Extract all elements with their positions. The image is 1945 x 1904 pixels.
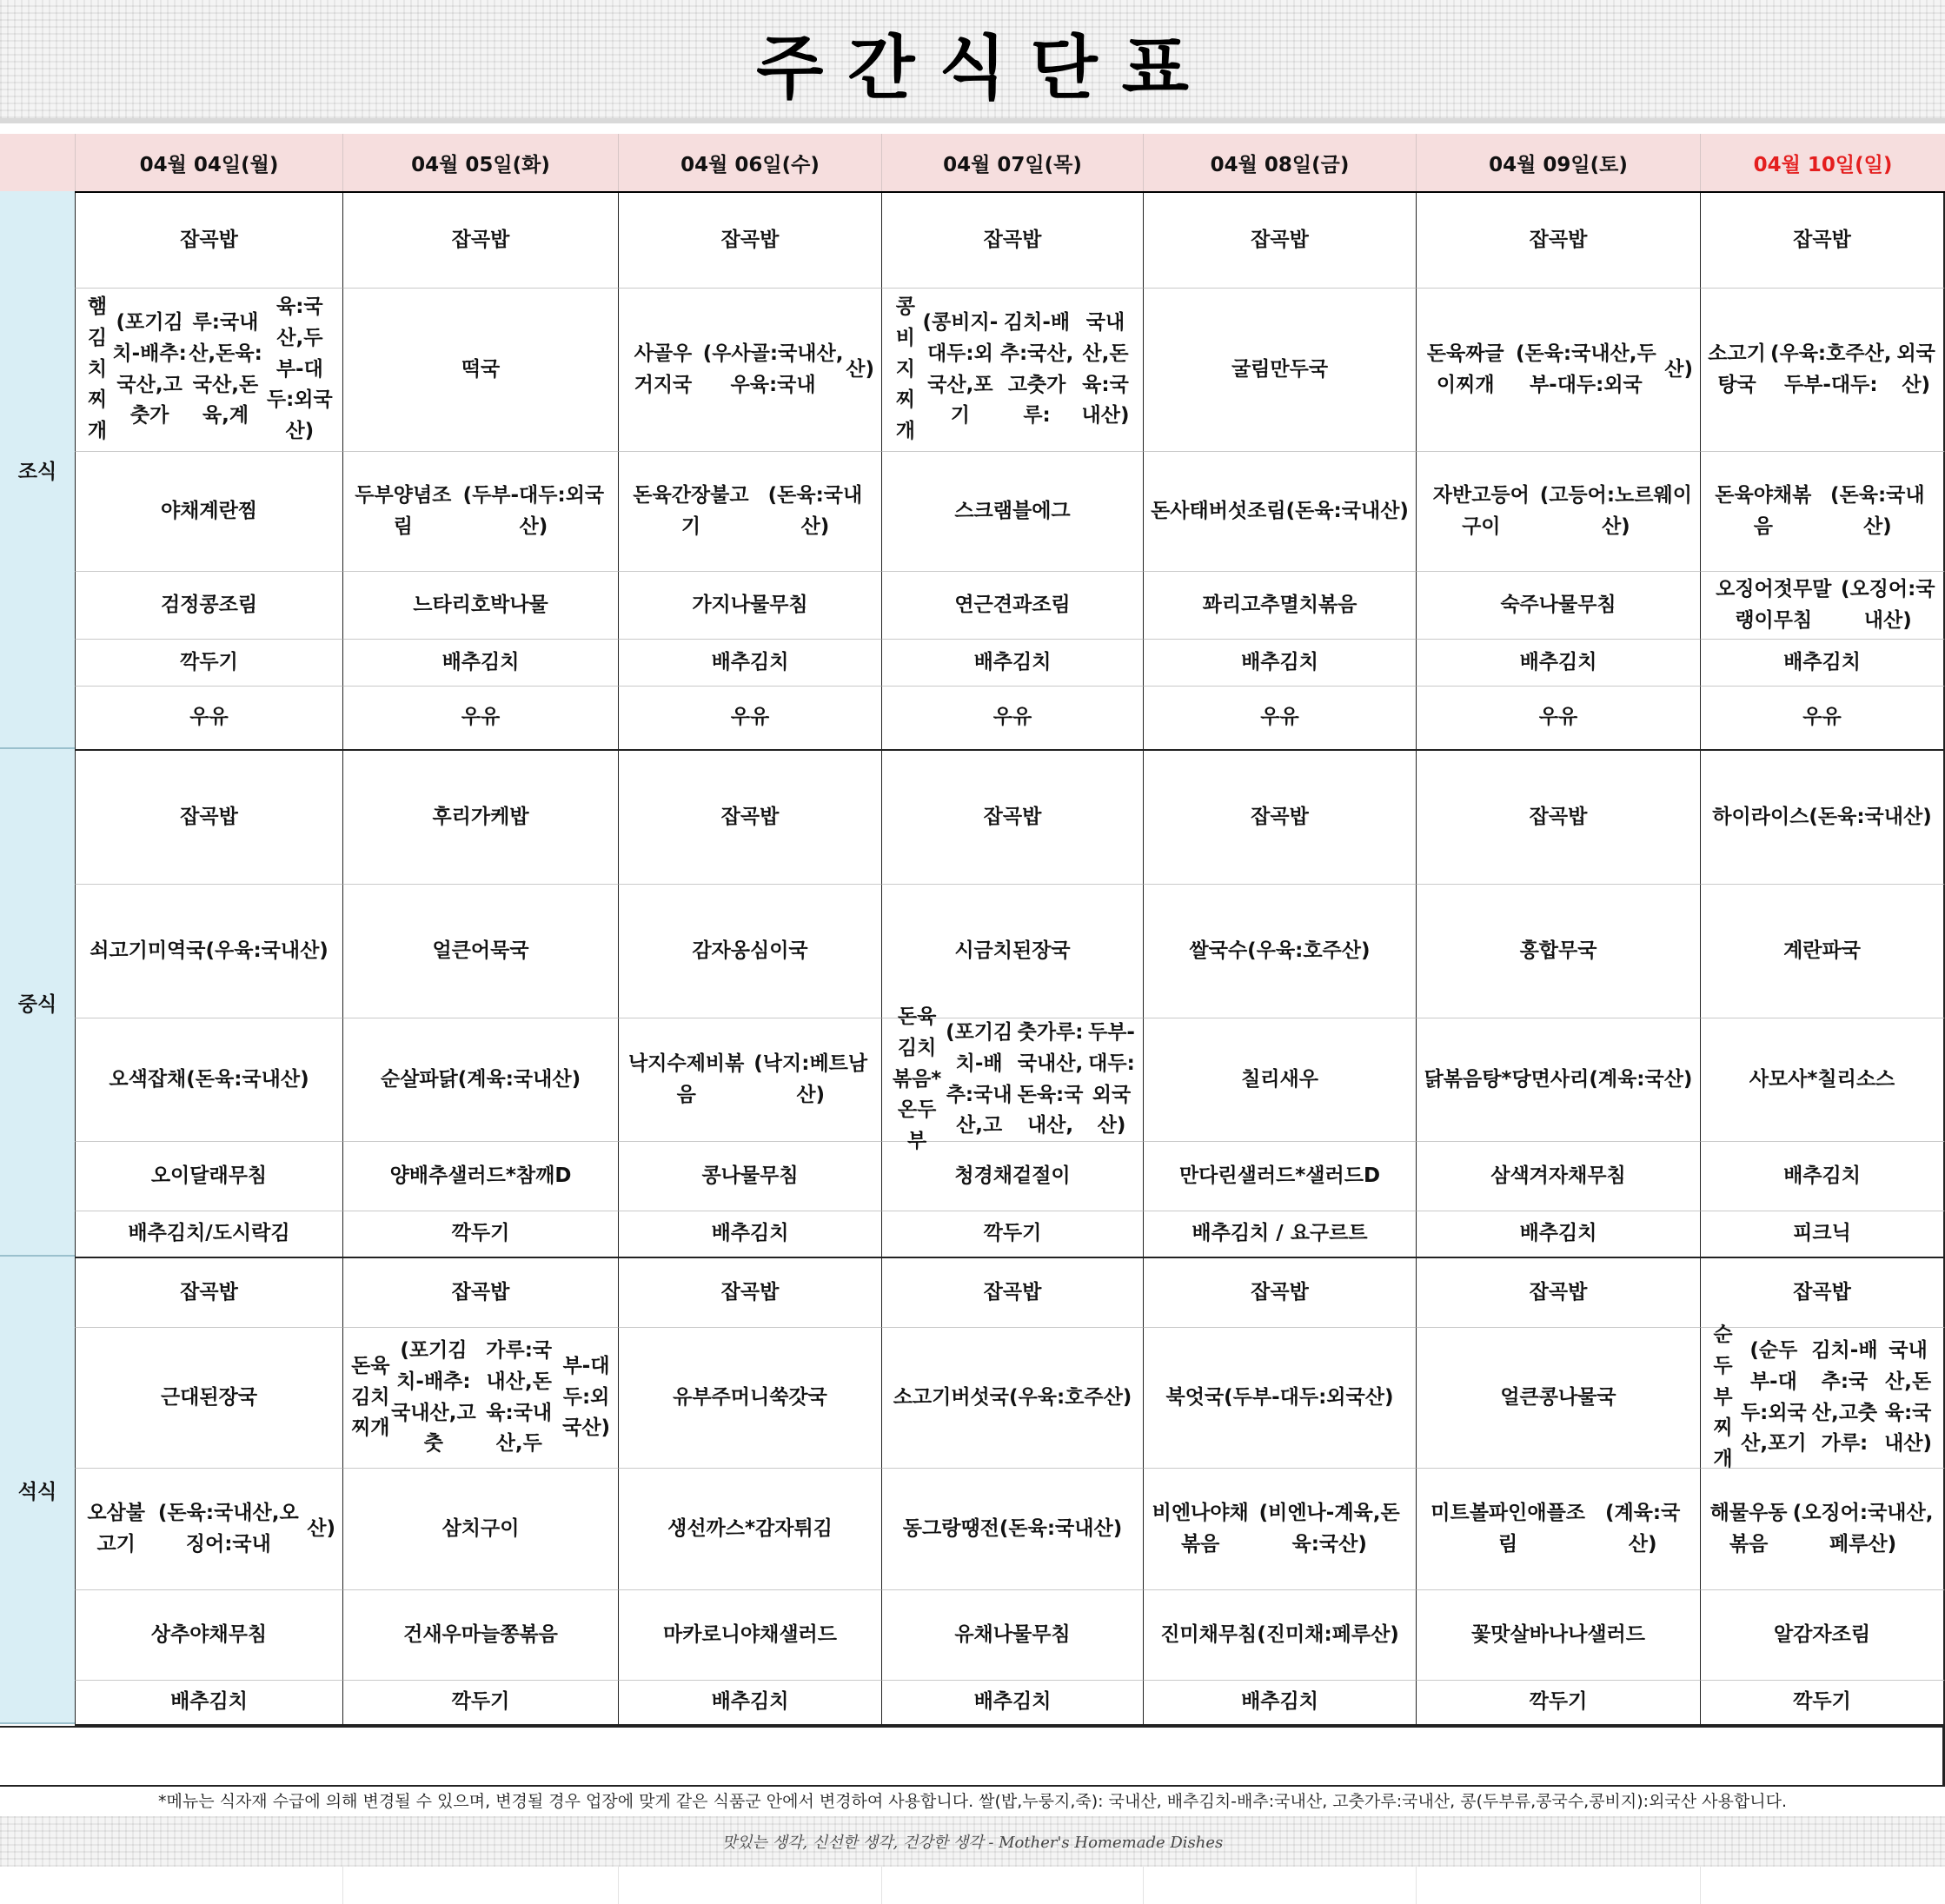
menu-cell: [75, 687, 342, 751]
menu-item-line: 사모사*칠리소스: [1749, 1067, 1895, 1091]
menu-cell: [618, 1681, 881, 1726]
menu-cell: [75, 1469, 342, 1590]
menu-item-line: 깍두기: [451, 1690, 510, 1714]
menu-item-line: 잡곡밥: [1251, 228, 1309, 251]
menu-item-line: 돈육김치찌개: [351, 1355, 390, 1440]
menu-item-line: 하이라이스: [1712, 805, 1809, 828]
date-header-row: [0, 134, 1945, 193]
menu-item-line: 잡곡밥: [180, 228, 238, 251]
menu-cell: [618, 1328, 881, 1469]
menu-cell: [881, 193, 1143, 289]
menu-item-line: (오징어:국내산,페루산): [1792, 1501, 1934, 1556]
menu-item-line: 알감자조림: [1773, 1622, 1871, 1646]
menu-item-line: (계육:국산): [1604, 1501, 1681, 1556]
menu-item-line: 오삼불고기: [87, 1501, 145, 1556]
menu-item-line: 잡곡밥: [720, 805, 780, 828]
menu-cell: [1416, 1469, 1700, 1590]
menu-item-line: 잡곡밥: [1529, 1280, 1588, 1304]
menu-item-line: 검정콩조림: [160, 593, 258, 616]
menu-item-line: 순살파닭: [380, 1067, 458, 1091]
menu-cell: [618, 1258, 881, 1328]
menu-item-line: 삼치구이: [441, 1516, 520, 1540]
menu-item-line: 떡국: [461, 357, 501, 381]
menu-cell: [342, 193, 618, 289]
menu-cell: [1416, 1681, 1700, 1726]
menu-item-line: 우유: [1802, 706, 1842, 729]
menu-cell: [1700, 1469, 1945, 1590]
menu-cell: [618, 1211, 881, 1258]
footer-divider: [1143, 1867, 1144, 1904]
menu-item-line: 잡곡밥: [1793, 1280, 1851, 1304]
menu-item-line: 순두부찌개: [1713, 1324, 1733, 1470]
menu-item-line: (진미채:페루산): [1257, 1622, 1399, 1646]
menu-cell: [1416, 572, 1700, 640]
menu-cell: [75, 751, 342, 885]
menu-cell: [75, 289, 342, 452]
date-header-3: 04월 06일(수): [618, 134, 881, 191]
menu-item-line: 배추김치: [711, 1690, 789, 1714]
menu-item-line: (포기김치-배추:국산,고춧가: [112, 311, 187, 428]
menu-item-line: 우유: [992, 706, 1032, 729]
menu-item-line: (돈육:국내산): [1809, 805, 1932, 828]
meal-label-3: 석식: [0, 1257, 75, 1724]
menu-cell: [881, 1005, 1143, 1152]
date-header-1: 04월 04일(월): [75, 134, 342, 191]
page-title: 주 간 식 단 표: [756, 27, 1189, 109]
menu-item-line: (순두부-대두:외국산,포기: [1740, 1339, 1807, 1456]
menu-cell: [1143, 193, 1416, 289]
menu-item-line: 돈육짜글이찌개: [1426, 342, 1504, 396]
menu-item-line: (포기김치-배추:국내산,고춧: [391, 1339, 476, 1456]
menu-item-line: 배추김치: [973, 650, 1052, 673]
menu-item-line: 잡곡밥: [1529, 805, 1588, 828]
menu-cell: [1700, 572, 1945, 640]
menu-item-line: 우유: [1260, 706, 1299, 729]
menu-item-line: 생선까스*감자튀김: [667, 1516, 833, 1540]
menu-item-line: (돈육:국내산): [186, 1067, 309, 1091]
menu-cell: [1143, 751, 1416, 885]
menu-cell: [342, 751, 618, 885]
menu-item-line: 마카로니야채샐러드: [663, 1622, 837, 1646]
menu-item-line: 루:국내산,돈육:국산,돈육,계: [189, 311, 262, 428]
menu-item-line: 산): [307, 1516, 335, 1540]
menu-item-line: (포기김치-배추:국내산,고: [946, 1021, 1013, 1138]
menu-cell: [342, 572, 618, 640]
slogan: 맛있는 생각, 신선한 생각, 건강한 생각 - Mother's Homemade Dishes: [721, 1834, 1224, 1852]
menu-item-line: 쇠고기미역국: [90, 939, 206, 962]
date-header-7: 04월 10일(일): [1700, 134, 1945, 191]
menu-cell: [75, 1328, 342, 1469]
menu-item-line: (우사골:국내산,우육:국내: [702, 342, 844, 396]
menu-cell: [75, 1590, 342, 1681]
menu-item-line: 산): [1664, 357, 1693, 381]
menu-cell: [881, 572, 1143, 640]
menu-cell: [881, 1590, 1143, 1681]
menu-item-line: 비엔나야채볶음: [1152, 1501, 1249, 1556]
menu-cell: [1143, 885, 1416, 1018]
menu-item-line: (돈육:국내산): [999, 1516, 1123, 1540]
menu-item-line: 춧가루:국내산,돈육:국내산,: [1017, 1021, 1084, 1138]
menu-cell: [75, 193, 342, 289]
menu-cell: [1700, 1590, 1945, 1681]
menu-item-line: 낙지수제비볶음: [628, 1052, 745, 1106]
page-title-wrap: [0, 0, 1945, 123]
menu-cell: [342, 1142, 618, 1211]
menu-item-line: 배추김치: [1783, 1164, 1861, 1187]
menu-item-line: 잡곡밥: [1793, 228, 1851, 251]
menu-cell: [881, 1328, 1143, 1469]
menu-item-line: (고등어:노르웨이산): [1539, 483, 1692, 538]
menu-cell: [1700, 289, 1945, 452]
menu-cell: [1143, 1469, 1416, 1590]
menu-cell: [1700, 687, 1945, 751]
menu-item-line: (두부-대두:외국산): [1224, 1385, 1394, 1409]
menu-cell: [75, 1018, 342, 1142]
menu-item-line: 건새우마늘쫑볶음: [403, 1622, 558, 1646]
menu-cell: [618, 751, 881, 885]
menu-cell: [75, 640, 342, 687]
menu-item-line: 미트볼파인애플조림: [1431, 1501, 1586, 1556]
menu-cell: [1143, 687, 1416, 751]
menu-item-line: 해물우동볶음: [1709, 1501, 1788, 1556]
menu-item-line: 후리가케밥: [432, 805, 529, 828]
menu-item-line: 육:국산,두부-대두:외국산): [266, 295, 333, 442]
menu-cell: [75, 572, 342, 640]
menu-item-line: 깍두기: [983, 1222, 1042, 1245]
menu-cell: [1416, 751, 1700, 885]
menu-item-line: 닭볶음탕*당면사리: [1424, 1067, 1590, 1091]
menu-item-line: 잡곡밥: [1529, 228, 1588, 251]
menu-cell: [342, 640, 618, 687]
menu-cell: [75, 452, 342, 572]
blank-notes-row: [0, 1726, 1945, 1787]
menu-cell: [1700, 1324, 1945, 1470]
menu-item-line: 깍두기: [1793, 1690, 1851, 1714]
meal-label-2: 중식: [0, 749, 75, 1257]
menu-cell: [1143, 1142, 1416, 1211]
menu-item-line: 잡곡밥: [720, 228, 780, 251]
meal-label-1: 조식: [0, 191, 75, 749]
menu-cell: [881, 751, 1143, 885]
menu-item-line: 깍두기: [1529, 1690, 1588, 1714]
menu-cell: [1700, 751, 1945, 885]
menu-item-line: 국내산,돈육:국내산): [1081, 311, 1130, 428]
menu-item-line: 콩비지찌개: [895, 295, 915, 442]
menu-item-line: 숙주나물무침: [1500, 593, 1616, 616]
menu-item-line: 우유: [730, 706, 770, 729]
footer-band: [0, 1816, 1945, 1867]
menu-cell: [1700, 1258, 1945, 1328]
menu-item-line: 느타리호박나물: [413, 593, 548, 616]
menu-cell: [881, 640, 1143, 687]
menu-item-line: 우유: [461, 706, 501, 729]
menu-item-line: 유채나물무침: [954, 1622, 1071, 1646]
menu-item-line: 두부양념조림: [355, 483, 452, 538]
menu-cell: [342, 289, 618, 452]
menu-item-line: 꽃맛살바나나샐러드: [1471, 1622, 1645, 1646]
menu-cell: [618, 572, 881, 640]
menu-item-line: 상추야채무침: [150, 1622, 268, 1646]
menu-item-line: 삼색겨자채무침: [1490, 1164, 1626, 1187]
menu-item-line: (우육:호주산): [1009, 1385, 1132, 1409]
menu-cell: [342, 1211, 618, 1258]
menu-cell: [881, 289, 1143, 452]
menu-item-line: 사골우거지국: [634, 342, 693, 396]
menu-cell: [1416, 193, 1700, 289]
menu-cell: [1700, 1142, 1945, 1211]
menu-cell: [1416, 452, 1700, 572]
menu-item-line: 김치-배추:국산,고춧가루:: [1811, 1339, 1878, 1456]
menu-cell: [1143, 452, 1416, 572]
menu-cell: [1143, 1018, 1416, 1142]
menu-cell: [1700, 885, 1945, 1018]
menu-item-line: (비엔나-계육,돈육:국산): [1258, 1501, 1400, 1556]
menu-item-line: 칠리새우: [1241, 1067, 1318, 1091]
menu-cell: [881, 1142, 1143, 1211]
menu-cell: [618, 885, 881, 1018]
menu-cell: [1416, 1018, 1700, 1142]
menu-cell: [1416, 289, 1700, 452]
menu-item-line: 홍합무국: [1519, 939, 1597, 962]
menu-item-line: 두부-대두:외국산): [1088, 1021, 1135, 1138]
menu-item-line: 배추김치 / 요구르트: [1192, 1222, 1368, 1245]
menu-cell: [618, 1142, 881, 1211]
menu-item-line: 배추김치: [1519, 1222, 1597, 1245]
menu-item-line: 잡곡밥: [1251, 1280, 1309, 1304]
menu-cell: [881, 1211, 1143, 1258]
menu-cell: [618, 193, 881, 289]
menu-item-line: (계육:국산): [1589, 1067, 1693, 1091]
menu-item-line: 시금치된장국: [954, 939, 1071, 962]
menu-cell: [618, 1469, 881, 1590]
menu-item-line: 배추김치/도시락김: [128, 1222, 290, 1245]
menu-item-line: (낙지:베트남산): [753, 1052, 868, 1106]
menu-item-line: 잡곡밥: [983, 805, 1042, 828]
menu-item-line: 피크닉: [1793, 1222, 1851, 1245]
menu-cell: [1143, 640, 1416, 687]
menu-item-line: 배추김치: [711, 1222, 789, 1245]
menu-item-line: 우유: [189, 706, 229, 729]
menu-item-line: 돈육야채볶음: [1715, 483, 1812, 538]
menu-cell: [1416, 1211, 1700, 1258]
menu-cell: [1143, 1328, 1416, 1469]
menu-cell: [1700, 193, 1945, 289]
menu-cell: [1700, 1018, 1945, 1142]
menu-item-line: 잡곡밥: [180, 1280, 238, 1304]
date-header-6: 04월 09일(토): [1416, 134, 1700, 191]
menu-cell: [881, 885, 1143, 1018]
menu-item-line: 굴림만두국: [1231, 357, 1329, 381]
footer-divider: [1416, 1867, 1417, 1904]
menu-item-line: 깍두기: [451, 1222, 510, 1245]
menu-item-line: 돈사태버섯조림: [1151, 499, 1286, 522]
menu-cell: [1416, 1590, 1700, 1681]
menu-item-line: (계육:국내산): [457, 1067, 581, 1091]
menu-cell: [342, 452, 618, 572]
menu-item-line: 배추김치: [973, 1690, 1052, 1714]
menu-item-line: 쌀국수: [1189, 939, 1248, 962]
menu-cell: [881, 1258, 1143, 1328]
footer-divider: [618, 1867, 619, 1904]
footer-divider: [1700, 1867, 1701, 1904]
menu-cell: [342, 885, 618, 1018]
menu-item-line: 잡곡밥: [180, 805, 238, 828]
menu-cell: [75, 1142, 342, 1211]
menu-item-line: 배추김치: [1519, 650, 1597, 673]
menu-cell: [618, 1590, 881, 1681]
menu-cell: [1416, 1328, 1700, 1469]
menu-cell: [342, 1328, 618, 1469]
menu-cell: [1416, 1142, 1700, 1211]
menu-cell: [1143, 289, 1416, 452]
menu-item-line: 배추김치: [1241, 650, 1318, 673]
menu-cell: [75, 885, 342, 1018]
menu-item-line: 자반고등어구이: [1432, 483, 1530, 538]
menu-item-line: 오징어젓무말랭이무침: [1716, 577, 1832, 632]
menu-cell: [342, 687, 618, 751]
menu-item-line: 스크램블에그: [954, 499, 1071, 522]
menu-cell: [618, 640, 881, 687]
menu-item-line: 산): [846, 357, 874, 381]
menu-item-line: 배추김치: [711, 650, 789, 673]
menu-item-line: 얼큰어묵국: [432, 939, 529, 962]
menu-cell: [618, 687, 881, 751]
menu-item-line: 돈육간장불고기: [633, 483, 749, 538]
menu-item-line: 김치-배추:국산,고춧가루:: [999, 311, 1074, 428]
menu-item-line: (오징어:국내산): [1840, 577, 1935, 632]
menu-cell: [342, 1258, 618, 1328]
menu-item-line: (우육:호주산): [1247, 939, 1371, 962]
menu-item-line: 연근견과조림: [954, 593, 1071, 616]
menu-item-line: 가루:국내산,돈육:국내산,두: [486, 1339, 553, 1456]
menu-item-line: 부-대두:외국산): [562, 1355, 611, 1440]
footnote: *메뉴는 식자재 수급에 의해 변경될 수 있으며, 변경될 경우 업장에 맞게 같은 식품군 안에서 변경하여 사용합니다. 쌀(밥,누룽지,죽): 국내산, 배추김치-배추:국내산, 고춧가루:국내산, 콩(두부류,콩국수,콩비지):외국산 사용합니다.: [158, 1792, 1787, 1811]
menu-cell: [1700, 1211, 1945, 1258]
menu-cell: [1143, 1258, 1416, 1328]
menu-grid: [75, 191, 1945, 1726]
menu-cell: [1700, 640, 1945, 687]
menu-cell: [1416, 885, 1700, 1018]
menu-item-line: 국내산,돈육:국내산): [1884, 1339, 1933, 1456]
menu-item-line: (콩비지-대두:외국산,포기: [922, 311, 999, 428]
menu-item-line: (우육:호주산,두부-대두:: [1769, 342, 1892, 396]
menu-cell: [342, 1590, 618, 1681]
menu-cell: [1700, 452, 1945, 572]
menu-cell: [1143, 1211, 1416, 1258]
menu-cell: [1416, 1258, 1700, 1328]
menu-cell: [881, 1681, 1143, 1726]
footer-divider: [881, 1867, 882, 1904]
menu-item-line: 우유: [1538, 706, 1578, 729]
menu-item-line: 배추김치: [1783, 650, 1861, 673]
menu-item-line: (돈육:국내산,두부-대두:외국: [1515, 342, 1656, 396]
menu-cell: [618, 289, 881, 452]
menu-item-line: (돈육:국내산): [1285, 499, 1409, 522]
menu-cell: [881, 687, 1143, 751]
menu-cell: [75, 1211, 342, 1258]
menu-cell: [881, 452, 1143, 572]
menu-item-line: 배추김치: [1241, 1690, 1318, 1714]
menu-item-line: 계란파국: [1783, 939, 1861, 962]
menu-item-line: 돈육김치볶음*온두부: [892, 1005, 942, 1152]
menu-item-line: 소고기버섯국: [893, 1385, 1009, 1409]
title-bar: [0, 0, 1945, 123]
menu-cell: [1416, 640, 1700, 687]
menu-cell: [75, 1681, 342, 1726]
menu-item-line: 야채계란찜: [160, 499, 258, 522]
menu-item-line: 동그랑땡전: [902, 1516, 999, 1540]
menu-cell: [618, 452, 881, 572]
menu-item-line: 햄김치찌개: [87, 295, 108, 442]
menu-item-line: 잡곡밥: [451, 1280, 510, 1304]
menu-item-line: 청경채겉절이: [954, 1164, 1071, 1187]
menu-cell: [1700, 1681, 1945, 1726]
menu-cell: [1143, 1681, 1416, 1726]
menu-item-line: 가지나물무침: [692, 593, 808, 616]
menu-item-line: (돈육:국내산,오징어:국내: [157, 1501, 299, 1556]
menu-cell: [1143, 572, 1416, 640]
menu-item-line: 배추김치: [170, 1690, 248, 1714]
menu-item-line: 유부주머니쑥갓국: [673, 1385, 827, 1409]
menu-item-line: 잡곡밥: [983, 1280, 1042, 1304]
menu-item-line: 깍두기: [180, 650, 238, 673]
menu-item-line: (돈육:국내산): [1830, 483, 1925, 538]
menu-item-line: 잡곡밥: [983, 228, 1042, 251]
menu-item-line: 양배추샐러드*참깨D: [389, 1164, 572, 1187]
menu-item-line: 감자옹심이국: [692, 939, 808, 962]
menu-item-line: 잡곡밥: [451, 228, 510, 251]
menu-item-line: 외국산): [1896, 342, 1935, 396]
footer-divider: [342, 1867, 343, 1904]
menu-cell: [1143, 1590, 1416, 1681]
menu-item-line: (우육:국내산): [205, 939, 329, 962]
menu-item-line: 잡곡밥: [1251, 805, 1309, 828]
menu-item-line: 얼큰콩나물국: [1500, 1385, 1616, 1409]
menu-item-line: 오이달래무침: [150, 1164, 268, 1187]
menu-item-line: (돈육:국내산): [767, 483, 863, 538]
menu-item-line: 만다린샐러드*샐러드D: [1178, 1164, 1381, 1187]
menu-cell: [75, 1258, 342, 1328]
menu-item-line: 배추김치: [441, 650, 520, 673]
menu-cell: [342, 1469, 618, 1590]
date-header-4: 04월 07일(목): [881, 134, 1143, 191]
menu-item-line: 근대된장국: [160, 1385, 258, 1409]
menu-item-line: 소고기탕국: [1708, 342, 1766, 396]
menu-item-line: (두부-대두:외국산): [462, 483, 605, 538]
menu-item-line: 북엇국: [1165, 1385, 1225, 1409]
menu-cell: [342, 1681, 618, 1726]
menu-item-line: 오색잡채: [109, 1067, 187, 1091]
menu-item-line: 잡곡밥: [720, 1280, 780, 1304]
menu-cell: [618, 1018, 881, 1142]
menu-cell: [1416, 687, 1700, 751]
menu-item-line: 콩나물무침: [701, 1164, 799, 1187]
menu-item-line: 진미채무침: [1160, 1622, 1258, 1646]
date-header-2: 04월 05일(화): [342, 134, 618, 191]
date-header-5: 04월 08일(금): [1143, 134, 1416, 191]
menu-cell: [881, 1469, 1143, 1590]
menu-item-line: 꽈리고추멸치볶음: [1202, 593, 1358, 616]
menu-cell: [342, 1018, 618, 1142]
